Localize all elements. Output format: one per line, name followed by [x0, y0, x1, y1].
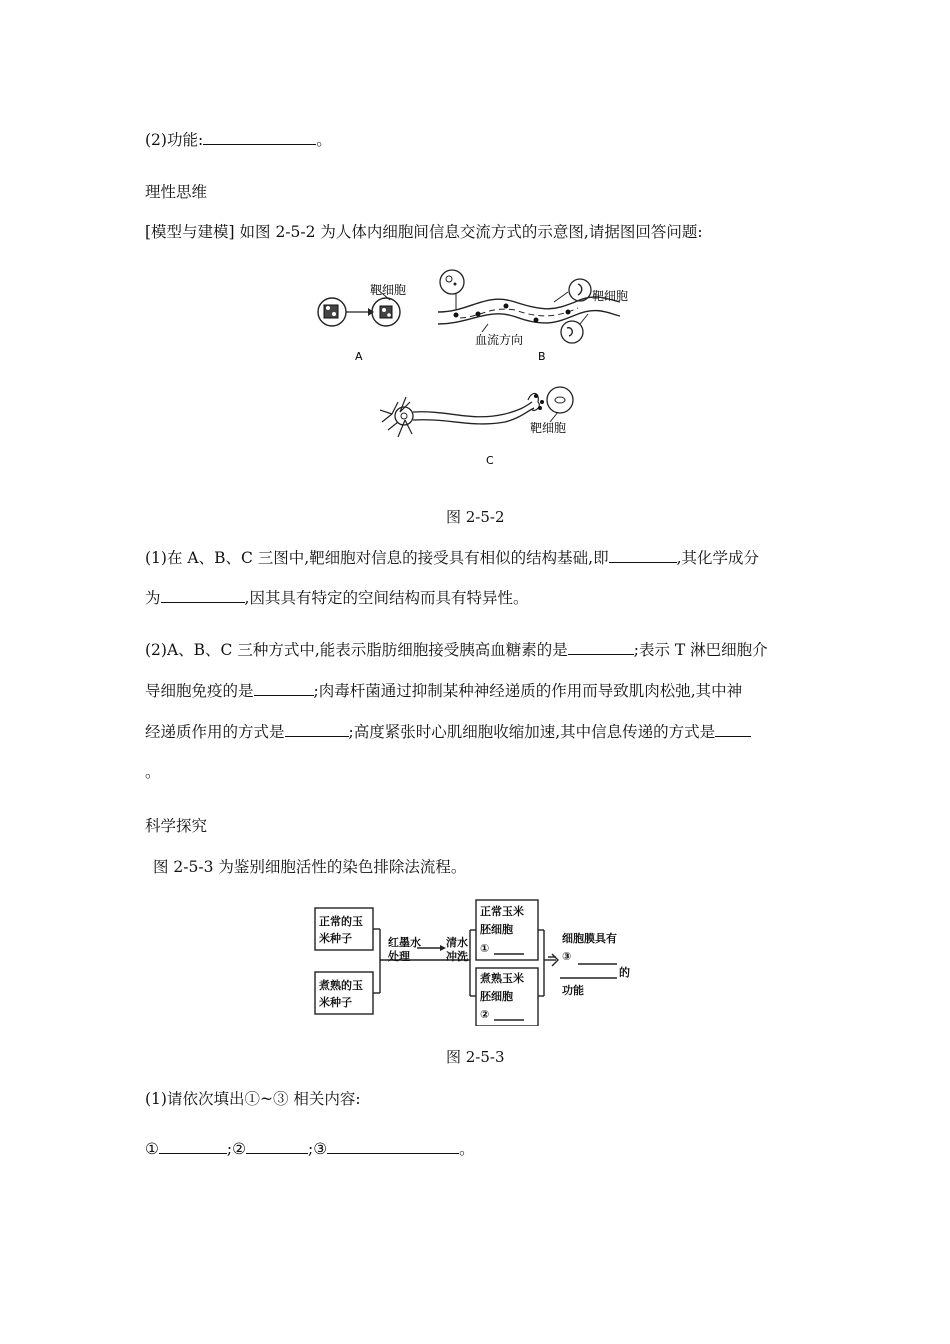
- answer-label-2: ;②: [226, 1140, 247, 1158]
- q1-line1: [145, 546, 759, 568]
- q2-function-line: [145, 128, 332, 150]
- conclusion-3: 的: [619, 966, 630, 979]
- q2-function-suffix: 。: [316, 131, 332, 149]
- q2-line2: [145, 679, 742, 701]
- conclusion-2: ③: [562, 950, 572, 963]
- q2-text-3: 导细胞免疫的是: [145, 682, 254, 700]
- section-science-heading: 科学探究: [145, 817, 208, 835]
- q2-blank-3[interactable]: [285, 722, 349, 737]
- q1-line2: [145, 586, 528, 608]
- function-blank[interactable]: [203, 130, 316, 145]
- conclusion-1: 细胞膜具有: [562, 932, 617, 945]
- result-normal-1: 正常玉米: [480, 905, 524, 918]
- conclusion-4: 功能: [562, 984, 584, 997]
- q-fill-prompt: (1)请依次填出①~③ 相关内容:: [145, 1090, 361, 1108]
- q2-function-prefix: (2)功能:: [145, 131, 204, 149]
- result-normal-3: ①: [480, 942, 490, 955]
- panel-a-diagram: [318, 282, 406, 363]
- q-fill-answers: [145, 1137, 475, 1159]
- box-normal-seed-2: 米种子: [319, 932, 352, 945]
- label-target-cell-b: 靶细胞: [592, 289, 629, 303]
- step-red-ink-2: 处理: [388, 950, 410, 963]
- label-panel-a: A: [355, 350, 363, 363]
- q2-text-6: ;高度紧张时心肌细胞收缩加速,其中信息传递的方式是: [348, 723, 716, 741]
- q2-blank-1[interactable]: [568, 640, 634, 655]
- answer-blank-1[interactable]: [159, 1139, 227, 1154]
- q2-blank-2[interactable]: [254, 681, 314, 696]
- step-rinse-2: 冲洗: [446, 950, 468, 963]
- label-target-cell-a: 靶细胞: [370, 283, 407, 297]
- label-panel-b: B: [538, 350, 546, 363]
- q2-line3: [145, 720, 751, 742]
- answer-label-1: ①: [145, 1140, 159, 1158]
- label-panel-c: C: [486, 454, 494, 467]
- q1-blank-1[interactable]: [609, 548, 677, 563]
- result-cooked-1: 煮熟玉米: [480, 972, 524, 985]
- intro-flow-text: 图 2-5-3 为鉴别细胞活性的染色排除法流程。: [153, 858, 467, 876]
- q2-line1: [145, 638, 768, 660]
- section-rational-heading: 理性思维: [145, 183, 208, 201]
- box-cooked-seed-1: 煮熟的玉: [319, 979, 363, 992]
- q2-line4: 。: [145, 763, 161, 781]
- answer-end: 。: [459, 1140, 475, 1158]
- step-rinse-1: 清水: [446, 936, 468, 949]
- box-cooked-seed-2: 米种子: [319, 996, 352, 1009]
- panel-b-diagram: [438, 270, 628, 363]
- figure-2-5-3: [312, 898, 642, 1026]
- q1-text-3: 为: [145, 589, 161, 607]
- q2-text-2: ;表示 T 淋巴细胞介: [633, 641, 768, 659]
- result-cooked-2: 胚细胞: [480, 990, 513, 1003]
- figure-2-5-2-caption: 图 2-5-2: [446, 508, 505, 526]
- q2-text-4: ;肉毒杆菌通过抑制某种神经递质的作用而导致肌肉松弛,其中神: [313, 682, 743, 700]
- q1-text-4: ,因其具有特定的空间结构而具有特异性。: [244, 589, 529, 607]
- q1-text-1: (1)在 A、B、C 三图中,靶细胞对信息的接受具有相似的结构基础,即: [145, 549, 609, 567]
- q1-blank-2[interactable]: [161, 588, 245, 603]
- step-red-ink-1: 红墨水: [388, 936, 421, 949]
- label-target-cell-c: 靶细胞: [530, 421, 567, 435]
- figure-2-5-2: [310, 262, 640, 477]
- result-cooked-3: ②: [480, 1008, 490, 1021]
- result-normal-2: 胚细胞: [480, 923, 513, 936]
- q1-text-2: ,其化学成分: [676, 549, 760, 567]
- box-normal-seed-1: 正常的玉: [319, 915, 363, 928]
- answer-blank-3[interactable]: [327, 1139, 459, 1154]
- answer-label-3: ;③: [308, 1140, 328, 1158]
- q2-text-1: (2)A、B、C 三种方式中,能表示脂肪细胞接受胰高血糖素的是: [145, 641, 568, 659]
- panel-c-diagram: [380, 387, 573, 467]
- q2-text-5: 经递质作用的方式是: [145, 723, 285, 741]
- figure-2-5-3-caption: 图 2-5-3: [446, 1048, 505, 1066]
- answer-blank-2[interactable]: [246, 1139, 308, 1154]
- intro-model-text: [模型与建模] 如图 2-5-2 为人体内细胞间信息交流方式的示意图,请据图回答问题:: [145, 223, 703, 241]
- q2-blank-4[interactable]: [715, 722, 751, 737]
- label-blood-flow: 血流方向: [475, 333, 524, 347]
